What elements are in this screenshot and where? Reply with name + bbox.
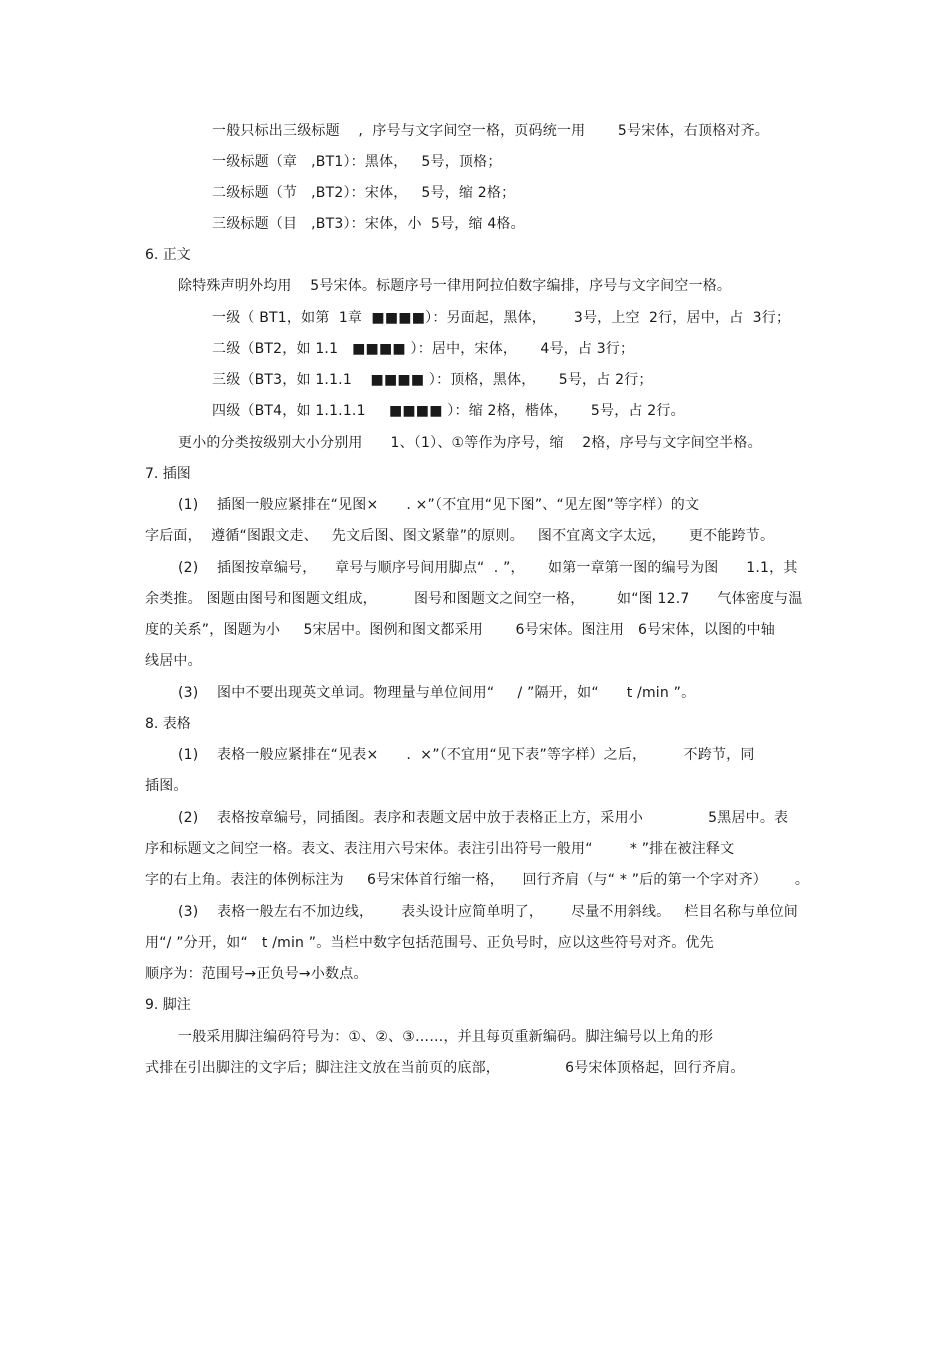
paragraph-line: (1) 插图一般应紧排在“见图× . ×”（不宜用“见下图”、“见左图”等字样）的文	[178, 497, 700, 513]
paragraph: 除特殊声明外均用 5号宋体。标题序号一律用阿拉伯数字编排，序号与文字间空一格。	[178, 278, 732, 294]
heading-level1-rule: 一级标题（章 ,BT1）：黑体， 5号，顶格；	[212, 154, 502, 170]
heading-rule-line: 一般只标出三级标题 , 序号与文字间空一格，页码统一用 5号宋体，右顶格对齐。	[212, 123, 770, 139]
paragraph-line: 线居中。	[145, 653, 202, 669]
paragraph-line: (2) 表格按章编号，同插图。表序和表题文居中放于表格正上方，采用小 5黑居中。表	[178, 810, 789, 826]
paragraph-line: 插图。	[145, 778, 188, 794]
level3-format-line: 三级（BT3，如 1.1.1 ■■■■ ）：顶格，黑体， 5号，占 2行；	[212, 372, 653, 388]
paragraph-line: (3) 图中不要出现英文单词。物理量与单位间用“ / ”隔开，如“ t /min ”。	[178, 685, 696, 701]
section-heading-body-text: 6. 正文	[145, 247, 191, 263]
section-heading-figures: 7. 插图	[145, 466, 191, 482]
paragraph: 更小的分类按级别大小分别用 1、（1）、①等作为序号，缩 2格，序号与文字间空半格。	[178, 435, 762, 451]
paragraph-line: (2) 插图按章编号， 章号与顺序号间用脚点“ . ”， 如第一章第一图的编号为图 1.1，其	[178, 560, 798, 576]
paragraph-line: 式排在引出脚注的文字后；脚注注文放在当前页的底部， 6号宋体顶格起，回行齐肩。	[145, 1060, 745, 1076]
paragraph-line: 顺序为：范围号→正负号→小数点。	[145, 966, 368, 982]
heading-level3-rule: 三级标题（目 ,BT3）：宋体，小 5号，缩 4格。	[212, 216, 525, 232]
heading-level2-rule: 二级标题（节 ,BT2）：宋体， 5号，缩 2格；	[212, 185, 516, 201]
section-heading-tables: 8. 表格	[145, 716, 191, 732]
paragraph-line: 度的关系”，图题为小 5宋居中。图例和图文都采用 6号宋体。图注用 6号宋体，以图的中轴	[145, 622, 775, 638]
paragraph-line: 一般采用脚注编码符号为：①、②、③……，并且每页重新编码。脚注编号以上角的形	[178, 1029, 714, 1045]
level2-format-line: 二级（BT2，如 1.1 ■■■■ ）：居中，宋体， 4号，占 3行；	[212, 341, 635, 357]
level4-format-line: 四级（BT4，如 1.1.1.1 ■■■■ ）：缩 2格，楷体， 5号，占 2行。	[212, 403, 685, 419]
paragraph-line: 序和标题文之间空一格。表文、表注用六号宋体。表注引出符号一般用“ * ”排在被注释文	[145, 841, 735, 857]
paragraph-line: (1) 表格一般应紧排在“见表× . ×”（不宜用“见下表”等字样）之后， 不跨节，同	[178, 747, 755, 763]
level1-format-line: 一级（ BT1，如第 1章 ■■■■）：另面起，黑体， 3号，上空 2行，居中，占 3行；	[212, 310, 791, 326]
paragraph-line: 字的右上角。表注的体例标注为 6号宋体首行缩一格， 回行齐肩（与“ * ”后的第一个字对齐） 。	[145, 872, 810, 888]
paragraph-line: 字后面， 遵循“图跟文走、 先文后图、图文紧靠”的原则。 图不宜离文字太远， 更不能跨节。	[145, 528, 775, 544]
paragraph-line: 余类推。 图题由图号和图题文组成， 图号和图题文之间空一格， 如“图 12.7 气体密度与温	[145, 591, 803, 607]
section-heading-footnotes: 9. 脚注	[145, 997, 191, 1013]
paragraph-line: (3) 表格一般左右不加边线， 表头设计应简单明了， 尽量不用斜线。 栏目名称与单位间	[178, 904, 798, 920]
paragraph-line: 用“/ ”分开，如“ t /min ”。当栏中数字包括范围号、正负号时，应以这些符号对齐。优先	[145, 935, 714, 951]
